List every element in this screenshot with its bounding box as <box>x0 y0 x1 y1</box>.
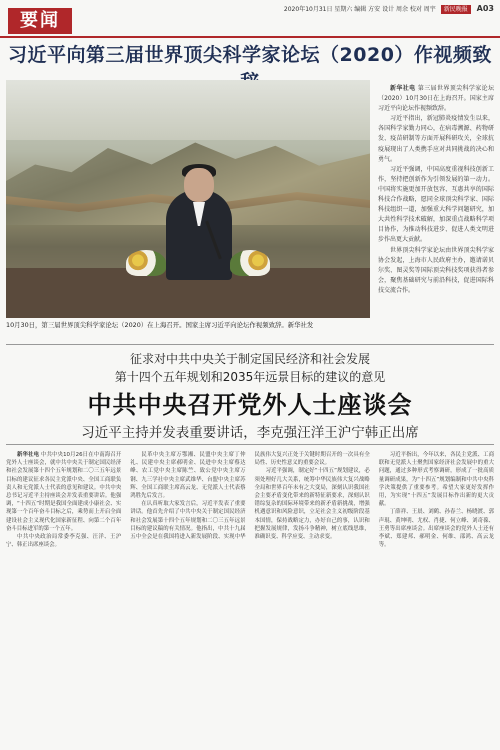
story2-paragraph: 在认真听取大家发言后，习近平发表了重要讲话。他首先介绍了中共中央关于制定国民经济和社会发展第十四个五年规划和二〇三五年远景目标的建议稿的有关情况。他指出，中共十九届五中全会是在我国将进入新发展阶段、实现中华民族伟大复兴正处于关键时期召开的一次具有全局性、历史性意义的重要会议。 <box>130 452 370 541</box>
photo-speaker-head <box>184 168 214 202</box>
story2-paragraph: 习近平指出，今年以来，各民主党派、工商联和无党派人士聚焦国家经济社会发展中的重大问题，通过多种形式考察调研，形成了一批高质量调研成果，为“十四五”规划编制和中共中央科学决策提供了重要参考。希望大家更好发挥作用，为实现“十四五”发展目标作出新的更大贡献。 <box>378 452 494 508</box>
story1-body <box>378 84 494 296</box>
divider <box>6 344 494 345</box>
header-meta <box>284 4 494 14</box>
story2-paragraph: 中共中央政治局常委李克强、汪洋、王沪宁、韩正出席座谈会。 <box>6 534 122 549</box>
divider <box>6 444 494 445</box>
photo-sky <box>6 80 370 140</box>
story2-paragraph: 丁薛祥、王晨、刘鹤、孙春兰、杨晓渡、郭声琨、黄坤明、尤权、肖捷、何立峰、刘奇葆、王勇等出席座谈会。出席座谈会的党外人士还有李斌、郑建邦、郝明金、何维、邵鸿、高云龙等。 <box>378 509 494 549</box>
news-photo <box>6 80 370 318</box>
story1-title: 习近平向第三届世界顶尖科学家论坛（2020）作视频致 <box>8 44 492 66</box>
story2-paragraph: 中共中央10月26日在中南海召开党外人士座谈会，就中共中央关于制定国民经济和社会发展第十四个五年规划和二〇三五年远景目标的建议征求各民主党派中央、全国工商联负责人和无党派人士代表的意见和建议。中共中央总书记习近平主持座谈会并发表重要讲话。他强调，“十四五”时期是我国全面建成小康社会、实现第一个百年奋斗目标之后，乘势而上开启全面建设社会主义现代化国家新征程、向第二个百年奋斗目标进军的第一个五年。 <box>6 452 122 532</box>
paper-badge: 新民晚报 <box>441 5 471 14</box>
story1-paragraph: 世界顶尖科学家论坛由世界顶尖科学家协会发起，上海市人民政府主办，邀请诺贝尔奖、图灵奖等国际顶尖科技奖项获得者参会，聚焦基础研究与前沿科技，促进国际科技交流合作。 <box>378 246 494 294</box>
story1-paragraph: 习近平强调，中国高度重视科技创新工作，坚持把创新作为引领发展的第一动力。中国将实施更加开放包容、互惠共享的国际科技合作战略，愿同全球顶尖科学家、国际科技组织一道，加强重大科学问题研究，加大共性科学技术破解，加深重点战略科学项目协作，为推动科技进步、促进人类文明进步作出更大贡献。 <box>378 165 494 244</box>
photo-caption: 10月30日，第三届世界顶尖科学家论坛（2020）在上海召开。国家主席习近平向论坛作视频致辞。新华社发 <box>6 321 314 329</box>
story2-kicker-line2: 第十四个五年规划和2035年远景目标的建议的意见 <box>114 370 386 384</box>
story2-paragraph: 习近平强调，制定好“十四五”规划建议，必须处理好几大关系，统筹中华民族伟大复兴战略全局和世界百年未有之大变局，深刻认识我国社会主要矛盾变化带来的新特征新要求，深刻认识错综复杂的国际环境带来的新矛盾新挑战，增强机遇意识和风险意识，立足社会主义初级阶段基本国情，保持战略定力，办好自己的事，认识和把握发展规律，发扬斗争精神，树立底线思维，准确识变、科学应变、主动求变。 <box>254 468 370 541</box>
photo-flowers-right <box>230 250 270 276</box>
story2-body <box>6 451 494 747</box>
story2-subheadline: 习近平主持并发表重要讲话，李克强汪洋王沪宁韩正出席 <box>81 425 419 441</box>
story2-paragraph: 民革中央主席万鄂湘、民盟中央主席丁仲礼、民建中央主席郝明金、民进中央主席蔡达峰、农工党中央主席陈竺、致公党中央主席万钢、九三学社中央主席武维华、台盟中央主席苏辉、全国工商联主席高云龙、无党派人士代表蔡鸿胜先后发言。 <box>130 452 246 500</box>
story2-dateline: 新华社电 <box>17 452 40 458</box>
story1-paragraph: 习近平指出，新冠肺炎疫情发生以来，各国科学家勠力同心，在病毒溯源、药物研发、疫苗研制等方面开展科研攻关，全球抗疫展现出了人类携手应对共同挑战的决心和勇气。 <box>378 115 494 163</box>
page-header <box>0 0 500 38</box>
story1-paragraph: 第三届世界顶尖科学家论坛（2020）10月30日在上海召开。国家主席习近平向论坛作视频致辞。 <box>378 85 494 113</box>
story1-dateline: 新华社电 <box>390 85 416 92</box>
photo-flowers-left <box>126 250 166 276</box>
page-number: A03 <box>476 4 494 13</box>
story2-kicker-line1: 征求对中共中央关于制定国民经济和社会发展 <box>129 352 370 366</box>
story2-headline: 中共中央召开党外人士座谈会 <box>87 391 413 419</box>
section-tag: 要闻 <box>8 8 72 34</box>
date-line: 2020年10月31日 星期六 编辑 方安 设计 周余 校对 周宇 <box>283 6 436 13</box>
